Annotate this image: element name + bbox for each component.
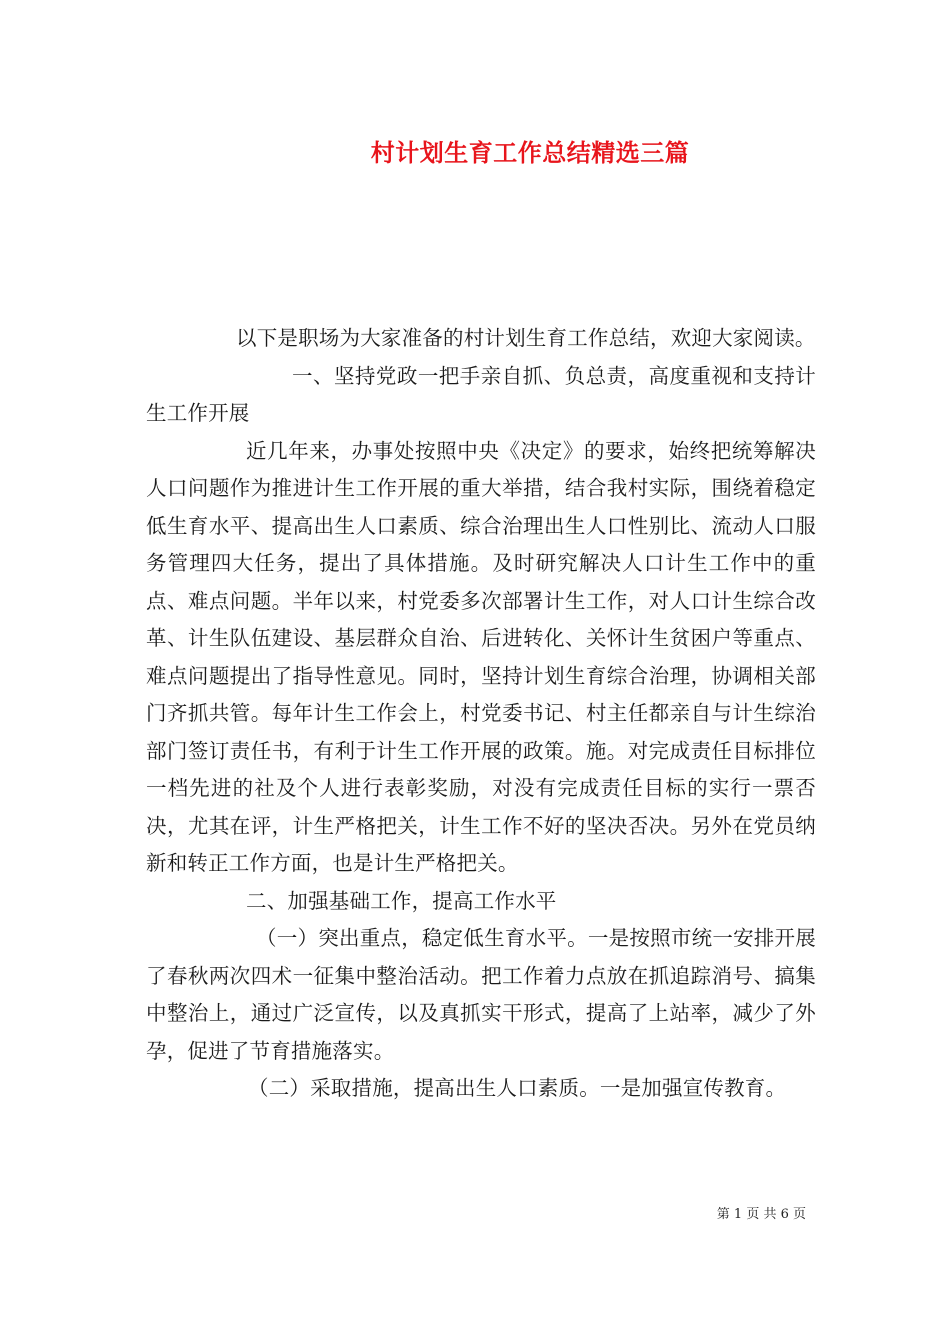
body-paragraph: 近几年来，办事处按照中央《决定》的要求，始终把统筹解决人口问题作为推进计生工作开展的重大举措，结合我村实际，围绕着稳定低生育水平、提高出生人口素质、综合治理出生人口性别比、流动人口服务管理四大任务，提出了具体措施。及时研究解决人口计生工作中的重点、难点问题。半年以来，村党委多次部署计生工作，对人口计生综合改革、计生队伍建设、基层群众自治、后进转化、关怀计生贫困户等重点、难点问题提出了指导性意见。同时，坚持计划生育综合治理，协调相关部门齐抓共管。每年计生工作会上，村党委书记、村主任都亲自与计生综治部门签订责任书，有利于计生工作开展的政策。施。对完成责任目标排位一档先进的社及个人进行表彰奖励，对没有完成责任目标的实行一票否决，尤其在评，计生严格把关，计生工作不好的坚决否决。另外在党员纳新和转正工作方面，也是计生严格把关。	[146, 438, 816, 875]
section-heading-1: 一、坚持党政一把手亲自抓、负总责，高度重视和支持计生工作开展	[146, 363, 816, 425]
subsection-paragraph-1: （一）突出重点，稳定低生育水平。一是按照市统一安排开展了春秋两次四术一征集中整治活动。把工作着力点放在抓追踪消号、搞集中整治上，通过广泛宣传，以及真抓实干形式，提高了上站率，减少了外孕，促进了节育措施落实。	[146, 926, 816, 1063]
page-number-footer: 第 1 页 共 6 页	[716, 1207, 806, 1222]
section-heading-2: 二、加强基础工作，提高工作水平	[246, 888, 557, 913]
document-title: 村计划生育工作总结精选三篇	[370, 138, 690, 167]
subsection-paragraph-2: （二）采取措施，提高出生人口素质。一是加强宣传教育。	[248, 1076, 787, 1100]
intro-paragraph: 以下是职场为大家准备的村计划生育工作总结，欢迎大家阅读。	[236, 326, 816, 350]
document-body	[146, 320, 816, 1108]
